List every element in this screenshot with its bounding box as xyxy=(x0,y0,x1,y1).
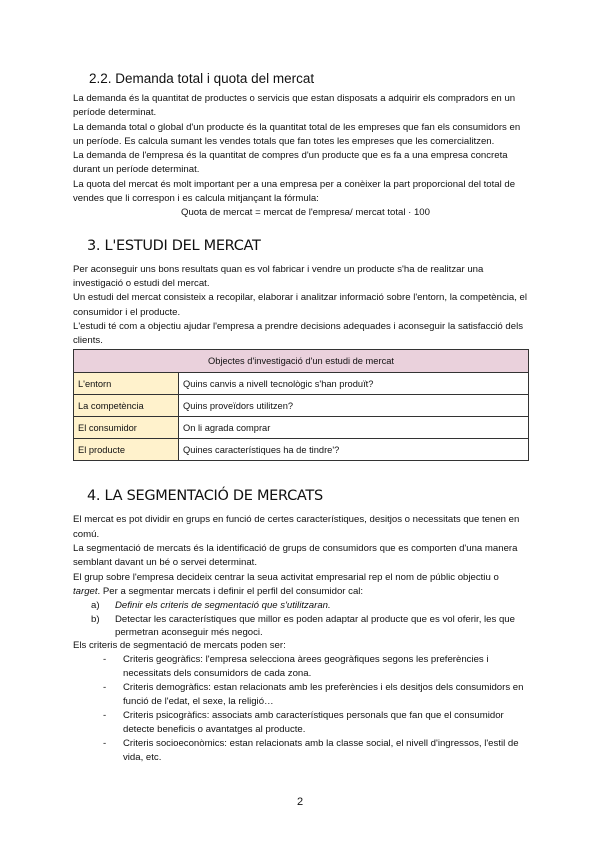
segmentation-steps-list xyxy=(73,599,528,639)
criteria-intro: Els criteris de segmentació de mercats poden ser: xyxy=(73,640,286,652)
table-row xyxy=(74,373,529,395)
paragraph: La demanda de l'empresa és la quantitat de compres d'un producte que es fa a una empresa concreta durant un període determinat. xyxy=(73,150,508,176)
section-4-title: 4. LA SEGMENTACIÓ DE MERCATS xyxy=(87,488,323,505)
list-item xyxy=(103,653,528,681)
table-row-label: La competència xyxy=(74,395,179,417)
table-row xyxy=(74,395,529,417)
page-content xyxy=(73,70,528,765)
target-paragraph xyxy=(73,571,528,600)
list-item xyxy=(103,709,528,737)
paragraph: La quota del mercat és molt important per a una empresa per a conèixer la part proporcional del total de vendes que li correspon i es calcula mitjançant la fórmula: xyxy=(73,178,516,205)
list-item-text: Criteris psicogràfics: associats amb característiques personals que fan que el consumidor detecte beneficis o avantatges al producte. xyxy=(123,710,504,736)
list-marker: b) xyxy=(91,613,100,625)
paragraph: El mercat es pot dividir en grups en funció de certes característiques, desitjos o necessitats que tenen en comú. xyxy=(73,514,520,540)
bullet-marker: - xyxy=(103,682,107,694)
table-row-value: Quines característiques ha de tindre'? xyxy=(179,439,529,461)
section-2-2-title: 2.2. Demanda total i quota del mercat xyxy=(89,71,315,86)
bullet-marker: - xyxy=(103,654,107,666)
paragraph: La segmentació de mercats és la identificació de grups de consumidors que es comporten d'una manera semblant davant un bé o servei determinat. xyxy=(73,543,518,569)
paragraph: La demanda és la quantitat de productes o servicis que estan disposats a adquirir els compradors en un període determinat. xyxy=(73,93,516,119)
list-item-text: Detectar les característiques que millor es poden adaptar al producte que es vol oferir, les que permetran aconseguir més negoci. xyxy=(115,613,515,638)
criteria-list xyxy=(73,653,528,765)
list-item-text: Definir els criteris de segmentació que s'utilitzaran. xyxy=(115,600,331,612)
bullet-marker: - xyxy=(103,710,107,722)
list-item-text: Criteris geogràfics: l'empresa selecciona àrees geogràfiques segons les preferències i necessitats dels consumidors de cada zona. xyxy=(123,654,489,680)
list-item xyxy=(91,599,528,612)
table-row-value: Quins proveïdors utilitzen? xyxy=(179,395,529,417)
table-row-label: El consumidor xyxy=(74,417,179,439)
research-objects-table xyxy=(73,349,529,461)
table-row-label: El producte xyxy=(74,439,179,461)
target-term: target xyxy=(73,585,98,597)
list-item-text: Criteris demogràfics: estan relacionats amb les preferències i els desitjos dels consumidors en funció de l'edat, el sexe, la religió… xyxy=(123,682,524,708)
paragraph: L'estudi té com a objectiu ajudar l'empresa a prendre decisions adequades i aconseguir la satisfacció dels clients. xyxy=(73,320,524,347)
list-marker: a) xyxy=(91,600,100,612)
table-header-row xyxy=(74,350,529,373)
target-text-before: El grup sobre l'empresa decideix centrar la seua activitat empresarial rep el nom de públic objectiu o xyxy=(73,571,499,583)
table-header: Objectes d'investigació d'un estudi de mercat xyxy=(74,350,529,373)
paragraph: La demanda total o global d'un producte és la quantitat total de les empreses que fan els consumidors en un període. Es calcula sumant les vendes totals que fan totes les empreses que les comercialitzen. xyxy=(73,121,521,147)
bullet-marker: - xyxy=(103,738,107,750)
paragraph: Un estudi del mercat consisteix a recopilar, elaborar i analitzar informació sobre l'entorn, la competència, el consumidor i el producte. xyxy=(73,292,528,318)
list-item-text: Criteris socioeconòmics: estan relacionats amb la classe social, el nivell d'ingressos, l'estil de vida, etc. xyxy=(123,738,519,764)
market-share-formula: Quota de mercat = mercat de l'empresa/ mercat total · 100 xyxy=(181,207,430,219)
table-row xyxy=(74,417,529,439)
table-row-label: L'entorn xyxy=(74,373,179,395)
target-text-after: . Per a segmentar mercats i definir el perfil del consumidor cal: xyxy=(97,585,364,597)
paragraph: Per aconseguir uns bons resultats quan es vol fabricar i vendre un producte s'ha de realitzar una investigació o estudi del mercat. xyxy=(73,263,484,289)
section-3-title: 3. L'ESTUDI DEL MERCAT xyxy=(87,237,261,254)
table-row-value: Quins canvis a nivell tecnològic s'han produït? xyxy=(179,373,529,395)
page-number: 2 xyxy=(296,796,304,808)
list-item xyxy=(103,681,528,709)
list-item xyxy=(103,737,528,765)
table-row xyxy=(74,439,529,461)
list-item xyxy=(91,613,528,640)
table-row-value: On li agrada comprar xyxy=(179,417,529,439)
